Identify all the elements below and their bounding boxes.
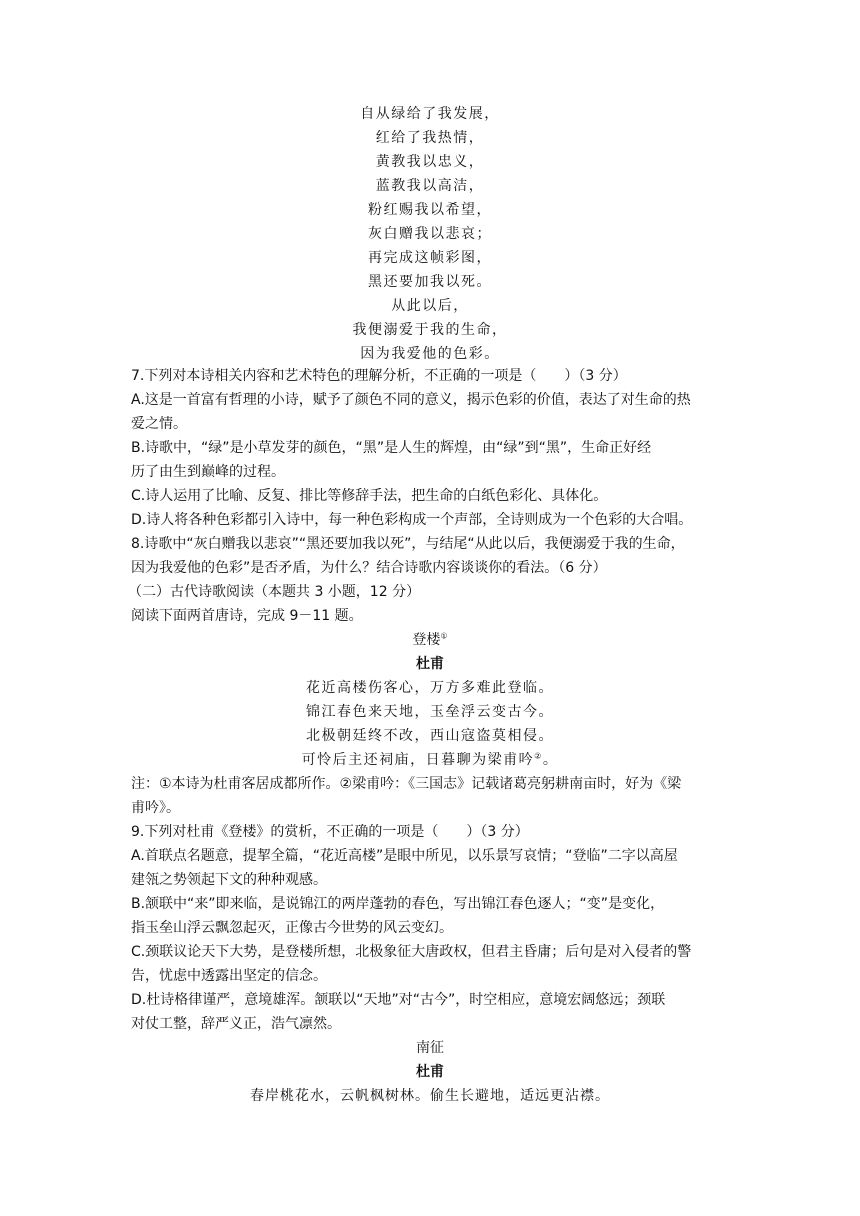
poem-line: 锦江春色来天地，玉垒浮云变古今。	[306, 704, 554, 720]
poem-line: 春岸桃花水，云帆枫树林。偷生长避地，适远更沾襟。	[250, 1088, 610, 1104]
note-line: 注：①本诗为杜甫客居成都所作。②梁甫吟：《三国志》记载诸葛亮躬耕南亩时，好为《梁	[131, 776, 682, 792]
poem-line: 粉红赐我以希望，	[368, 202, 492, 218]
poem-author: 杜甫	[416, 1064, 444, 1080]
poem-title: 南征	[416, 1040, 444, 1056]
poem-line: 因为我爱他的色彩。	[360, 346, 500, 362]
footnote-marker: ①	[440, 631, 448, 641]
option-b: B.诗歌中，“绿”是小草发芽的颜色，“黑”是人生的辉煌，由“绿”到“黑”，生命正好经	[131, 440, 652, 456]
section-instruction: 阅读下面两首唐诗，完成 9－11 题。	[131, 608, 363, 624]
poem-line: 从此以后，	[391, 298, 469, 314]
option-d: D.杜诗格律谨严，意境雄浑。颔联以“天地”对“古今”，时空相应，意境宏阔悠远；颈联	[131, 992, 666, 1008]
question-stem: 8.诗歌中“灰白赠我以悲哀”“黑还要加我以死”，与结尾“从此以后，我便溺爱于我的生命，	[131, 536, 685, 552]
question-stem: 7.下列对本诗相关内容和艺术特色的理解分析，不正确的一项是（ ）（3 分）	[131, 368, 627, 384]
option-c: C.颈联议论天下大势，是登楼所想，北极象征大唐政权，但君主昏庸；后句是对入侵者的警	[131, 944, 692, 960]
poem-line: 自从绿给了我发展，	[360, 106, 500, 122]
poem-line: 黄教我以忠义，	[375, 154, 485, 170]
poem-line-end: 。	[542, 752, 559, 768]
footnote-marker: ②	[534, 751, 543, 761]
poem-line	[0, 748, 860, 772]
option-b-cont: 历了由生到巅峰的过程。	[131, 464, 285, 480]
poem-author: 杜甫	[416, 656, 444, 672]
option-c-cont: 告，忧虑中透露出坚定的信念。	[131, 968, 327, 984]
poem-line: 红给了我热情，	[375, 130, 485, 146]
option-a: A.这是一首富有哲理的小诗，赋予了颜色不同的意义，揭示色彩的价值，表达了对生命的热	[131, 392, 691, 408]
option-d-cont: 对仗工整，辞严义正，浩气凛然。	[131, 1016, 341, 1032]
option-c: C.诗人运用了比喻、反复、排比等修辞手法，把生命的白纸色彩化、具体化。	[131, 488, 608, 504]
poem-line: 北极朝廷终不改，西山寇盗莫相侵。	[306, 728, 554, 744]
question-stem: 9.下列对杜甫《登楼》的赏析，不正确的一项是（ ）（3 分）	[131, 824, 529, 840]
poem-line: 蓝教我以高洁，	[375, 178, 485, 194]
poem-line: 黑还要加我以死。	[368, 274, 492, 290]
option-b: B.颔联中“来”即来临，是说锦江的两岸蓬勃的春色，写出锦江春色逐人；“变”是变化，	[131, 896, 665, 912]
option-a: A.首联点名题意，提挈全篇，“花近高楼”是眼中所见，以乐景写哀情；“登临”二字以高屋	[131, 848, 678, 864]
note-line-cont: 甫吟》。	[131, 800, 180, 816]
poem-line: 灰白赠我以悲哀；	[368, 226, 492, 242]
section-heading: （二）古代诗歌阅读（本题共 3 小题，12 分）	[128, 584, 421, 600]
poem-line: 花近高楼伤客心，万方多难此登临。	[306, 680, 554, 696]
poem-line: 我便溺爱于我的生命，	[352, 322, 508, 338]
question-stem-cont: 因为我爱他的色彩”是否矛盾，为什么？结合诗歌内容谈谈你的看法。（6 分）	[131, 560, 607, 576]
option-a-cont: 爱之情。	[131, 416, 187, 432]
poem-line: 再完成这帧彩图，	[368, 250, 492, 266]
option-b-cont: 指玉垒山浮云飘忽起灭，正像古今世势的风云变幻。	[131, 920, 453, 936]
option-d: D.诗人将各种色彩都引入诗中，每一种色彩构成一个声部，全诗则成为一个色彩的大合唱。	[131, 512, 693, 528]
poem-title-text: 登楼	[412, 632, 441, 648]
poem-line-text: 可怜后主还祠庙，日暮聊为梁甫吟	[301, 752, 535, 768]
option-a-cont: 建瓴之势领起下文的种种观感。	[131, 872, 327, 888]
poem-title	[0, 628, 860, 652]
